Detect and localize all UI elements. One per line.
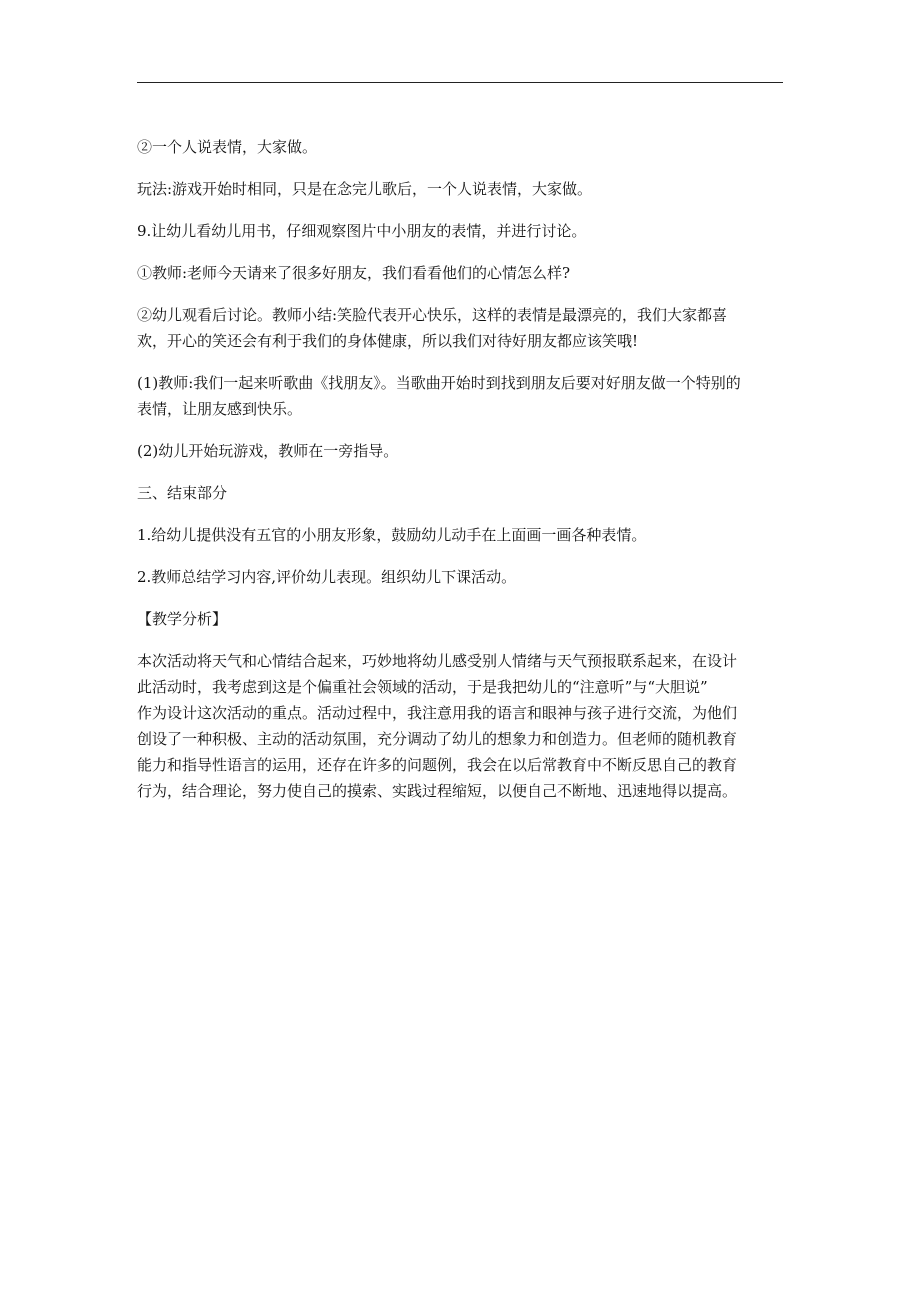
text-line: 【教学分析】 bbox=[137, 610, 228, 628]
text-line: 玩法:游戏开始时相同，只是在念完儿歌后，一个人说表情，大家做。 bbox=[137, 180, 593, 198]
section-heading bbox=[137, 606, 787, 632]
text-line: 2.教师总结学习内容,评价幼儿表现。组织幼儿下课活动。 bbox=[137, 568, 517, 586]
paragraph bbox=[137, 438, 787, 464]
header-rule bbox=[137, 82, 783, 83]
text-line: 三、结束部分 bbox=[137, 484, 228, 502]
text-line: ②幼儿观看后讨论。教师小结:笑脸代表开心快乐，这样的表情是最漂亮的，我们大家都喜 bbox=[137, 306, 728, 324]
text-line: 行为，结合理论，努力使自己的摸索、实践过程缩短，以便自己不断地、迅速地得以提高。 bbox=[137, 782, 738, 800]
text-line: ②一个人说表情，大家做。 bbox=[137, 138, 318, 156]
paragraph bbox=[137, 302, 787, 354]
text-line: 欢，开心的笑还会有利于我们的身体健康，所以我们对待好朋友都应该笑哦! bbox=[137, 332, 639, 350]
text-line: 作为设计这次活动的重点。活动过程中，我注意用我的语言和眼神与孩子进行交流，为他们 bbox=[137, 704, 738, 722]
text-line: 此活动时，我考虑到这是个偏重社会领域的活动，于是我把幼儿的“注意听”与“大胆说” bbox=[137, 678, 708, 696]
document-body bbox=[137, 134, 787, 820]
section-heading bbox=[137, 480, 787, 506]
paragraph bbox=[137, 370, 787, 422]
text-line: 表情，让朋友感到快乐。 bbox=[137, 400, 303, 418]
paragraph bbox=[137, 134, 787, 160]
paragraph bbox=[137, 648, 787, 804]
paragraph bbox=[137, 260, 787, 286]
text-line: 9.让幼儿看幼儿用书，仔细观察图片中小朋友的表情，并进行讨论。 bbox=[137, 222, 587, 240]
text-line: (2)幼儿开始玩游戏，教师在一旁指导。 bbox=[137, 442, 399, 460]
text-line: 创设了一种积极、主动的活动氛围，充分调动了幼儿的想象力和创造力。但老师的随机教育 bbox=[137, 730, 738, 748]
paragraph bbox=[137, 522, 787, 548]
paragraph bbox=[137, 218, 787, 244]
text-line: 能力和指导性语言的运用，还存在许多的问题例，我会在以后常教育中不断反思自己的教育 bbox=[137, 756, 738, 774]
text-line: (1)教师:我们一起来听歌曲《找朋友》。当歌曲开始时到找到朋友后要对好朋友做一个特别的 bbox=[137, 374, 741, 392]
paragraph bbox=[137, 564, 787, 590]
paragraph bbox=[137, 176, 787, 202]
text-line: 1.给幼儿提供没有五官的小朋友形象，鼓励幼儿动手在上面画一画各种表情。 bbox=[137, 526, 647, 544]
text-line: 本次活动将天气和心情结合起来，巧妙地将幼儿感受别人情绪与天气预报联系起来，在设计 bbox=[137, 652, 738, 670]
text-line: ①教师:老师今天请来了很多好朋友，我们看看他们的心情怎么样? bbox=[137, 264, 571, 282]
